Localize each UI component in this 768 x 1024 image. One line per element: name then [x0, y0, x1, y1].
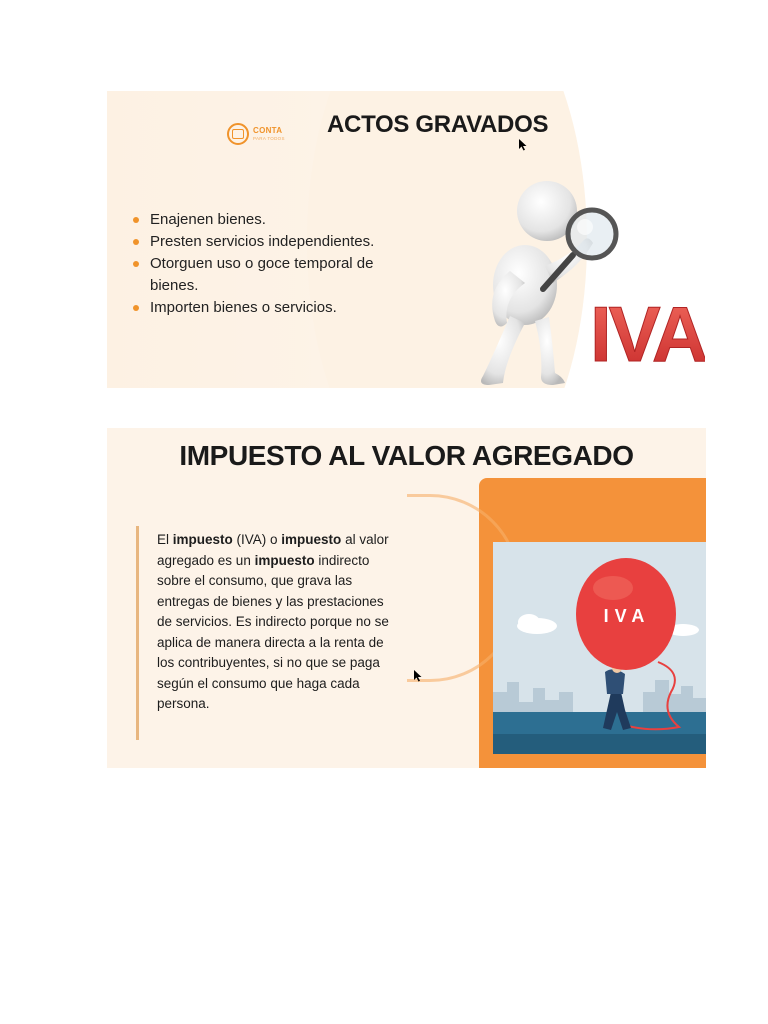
bullet-icon: [133, 217, 139, 223]
list-item: [129, 231, 409, 253]
slide-impuesto-valor-agregado: [107, 428, 706, 768]
tax-burden-illustration: [493, 542, 706, 754]
desc-bold: impuesto: [281, 532, 342, 547]
bullet-icon: [133, 305, 139, 311]
list-item-text: Otorguen uso o goce temporal de bienes.: [150, 255, 374, 294]
list-item: [129, 253, 409, 297]
desc-text: indirecto sobre el consumo, que grava las entregas de bienes y las prestaciones de servicios. Es indirecto porque no se aplica de manera directa a la renta de los contribuyentes, si no que se paga según el consumo que haga cada persona.: [157, 552, 389, 711]
mouse-cursor-icon: [519, 139, 527, 151]
calculator-icon: [227, 123, 249, 145]
accent-bar: [136, 526, 139, 740]
iva-logo-text: IVA: [590, 290, 705, 378]
description-paragraph: [157, 530, 397, 715]
list-item: [129, 209, 409, 231]
mouse-cursor-icon: [414, 670, 422, 682]
city-scene: [493, 542, 706, 754]
desc-text: El: [157, 532, 173, 547]
bullet-icon: [133, 261, 139, 267]
slide-title: ACTOS GRAVADOS: [327, 111, 549, 138]
slide-title: IMPUESTO AL VALOR AGREGADO: [179, 440, 634, 471]
list-item-text: Importen bienes o servicios.: [150, 299, 337, 316]
conta-logo: [227, 123, 285, 145]
logo-name: CONTA: [253, 125, 283, 135]
logo-tagline: PARA TODOS: [253, 135, 285, 141]
iva-ball-text: IVA: [603, 606, 651, 626]
desc-text: (IVA) o: [232, 532, 282, 547]
slide-actos-gravados: [107, 91, 706, 388]
list-item-text: Enajenen bienes.: [150, 211, 266, 228]
desc-bold: impuesto: [172, 532, 233, 547]
list-item-text: Presten servicios independientes.: [150, 233, 375, 250]
magnifier-figure-illustration: [455, 171, 705, 388]
bullet-icon: [133, 239, 139, 245]
list-item: [129, 297, 409, 319]
bullet-list: [129, 209, 409, 319]
desc-text: al valor agregado es un: [157, 532, 389, 568]
desc-bold: impuesto: [254, 552, 315, 568]
